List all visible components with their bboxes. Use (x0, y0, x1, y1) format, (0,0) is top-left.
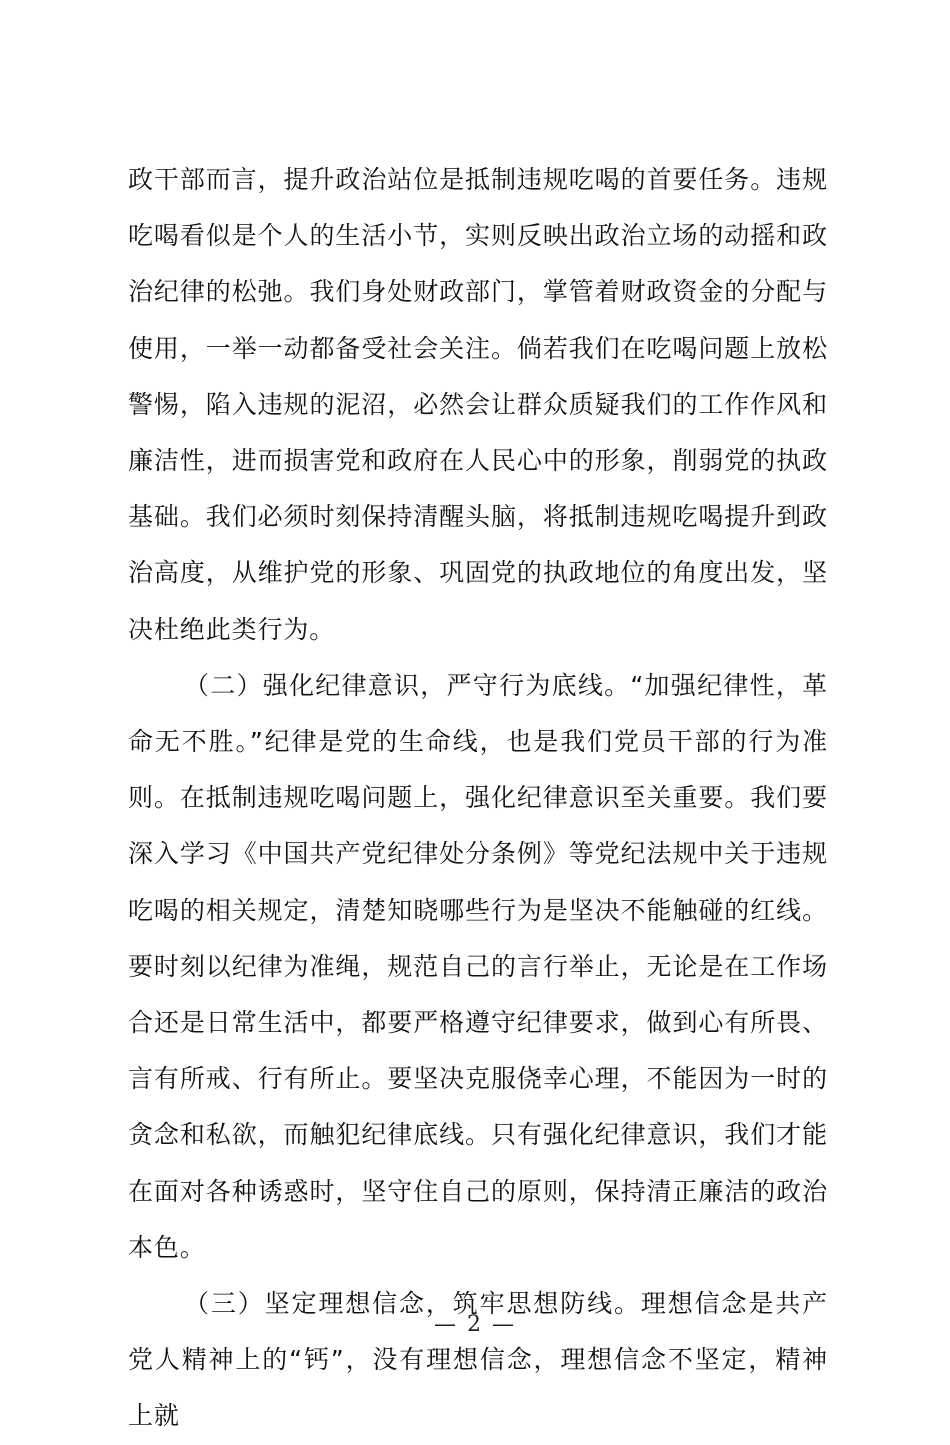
document-body (128, 152, 828, 1445)
paragraph-3: （三）坚定理想信念，筑牢思想防线。理想信念是共产党人精神上的“钙”，没有理想信念，理想信念不坚定，精神上就 (128, 1289, 828, 1431)
paragraph-1: 政干部而言，提升政治站位是抵制违规吃喝的首要任务。违规吃喝看似是个人的生活小节，实则反映出政治立场的动摇和政治纪律的松弛。我们身处财政部门，掌管着财政资金的分配与使用，一举一动都备受社会关注。倘若我们在吃喝问题上放松警惕，陷入违规的泥沼，必然会让群众质疑我们的工作作风和廉洁性，进而损害党和政府在人民心中的形象，削弱党的执政基础。我们必须时刻保持清醒头脑，将抵制违规吃喝提升到政治高度，从维护党的形象、巩固党的执政地位的角度出发，坚决杜绝此类行为。 (128, 165, 828, 644)
page-number: — 2 — (434, 1312, 516, 1337)
paragraph-2: （二）强化纪律意识，严守行为底线。“加强纪律性，革命无不胜。”纪律是党的生命线，也是我们党员干部的行为准则。在抵制违规吃喝问题上，强化纪律意识至关重要。我们要深入学习《中国共产党纪律处分条例》等党纪法规中关于违规吃喝的相关规定，清楚知晓哪些行为是坚决不能触碰的红线。要时刻以纪律为准绳，规范自己的言行举止，无论是在工作场合还是日常生活中，都要严格遵守纪律要求，做到心有所畏、言有所戒、行有所止。要坚决克服侥幸心理，不能因为一时的贪念和私欲，而触犯纪律底线。只有强化纪律意识，我们才能在面对各种诱惑时，坚守住自己的原则，保持清正廉洁的政治本色。 (128, 670, 828, 1262)
